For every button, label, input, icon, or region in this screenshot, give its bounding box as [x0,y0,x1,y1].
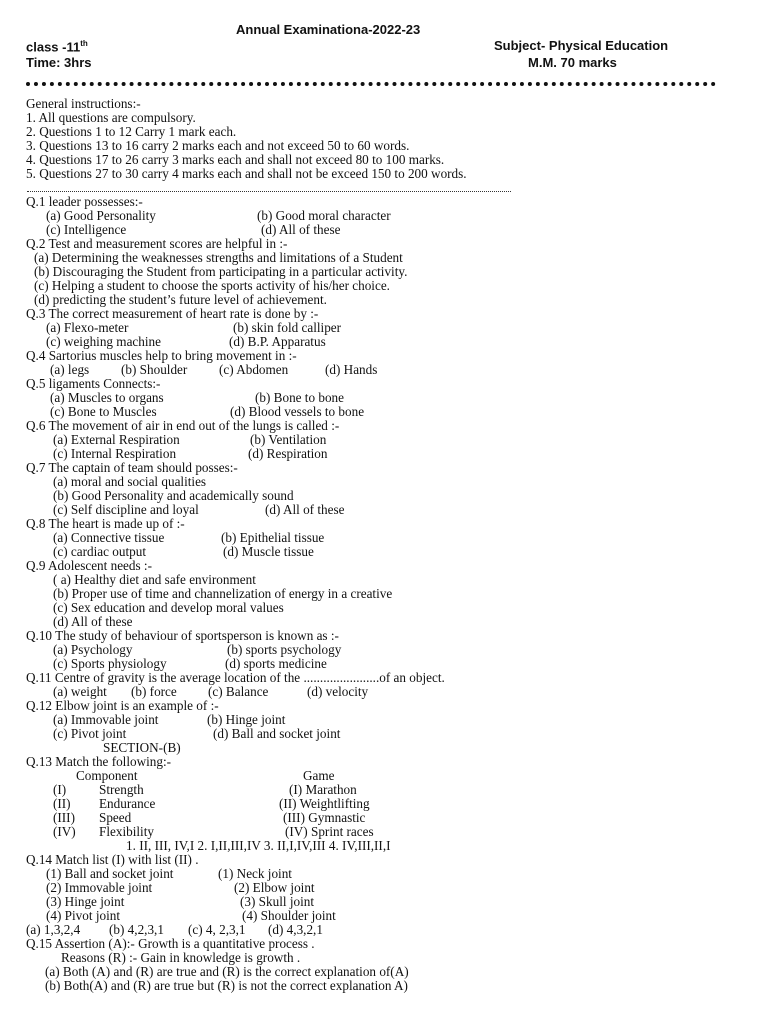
row-numeral: (IV) [53,824,76,839]
option-c: (c) Intelligence [46,222,127,237]
option-c: (c) Sex education and develop moral values [53,600,284,615]
option-a: (a) Both (A) and (R) are true and (R) is the correct explanation of(A) [45,964,409,979]
option-b: (b) Proper use of time and channelization of energy in a creative [53,586,393,601]
list-two-item: (3) Skull joint [240,894,314,909]
option-c: (c) 4, 2,3,1 [188,922,246,937]
component-name: Strength [99,782,144,797]
class-label [26,39,88,54]
question-stem: Q.14 Match list (I) with list (II) . [26,852,199,867]
question-stem: Q.6 The movement of air in end out of the lungs is called :- [26,418,340,433]
question-stem: Q.8 The heart is made up of :- [26,516,185,531]
section-heading: SECTION-(B) [103,740,181,755]
row-numeral: (I) [53,782,67,797]
dotted-divider [26,82,716,86]
option-b: (b) 4,2,3,1 [109,922,164,937]
question-stem: Q.1 leader possesses:- [26,194,143,209]
exam-title: Annual Examinationa-2022-23 [236,22,421,37]
option-a: ( a) Healthy diet and safe environment [53,572,256,587]
thin-dotted-divider [27,191,511,192]
game-name: (III) Gymnastic [283,810,366,825]
class-text: class -11 [26,39,81,55]
option-b: (b) force [131,684,177,699]
option-b: (b) Both(A) and (R) are true but (R) is not the correct explanation A) [45,978,408,993]
option-a: (a) Flexo-meter [46,320,129,335]
option-d: (d) Muscle tissue [223,544,314,559]
question-stem: Q.12 Elbow joint is an example of :- [26,698,219,713]
option-c: (c) Self discipline and loyal [53,502,199,517]
option-c: (c) Helping a student to choose the sports activity of his/her choice. [34,278,390,293]
time-label: Time: 3hrs [26,55,92,70]
component-name: Flexibility [99,824,154,839]
max-marks-label: M.M. 70 marks [528,55,617,70]
option-b: (b) Good moral character [257,208,391,223]
option-b: (b) Hinge joint [207,712,286,727]
question-stem: Q.13 Match the following:- [26,754,172,769]
option-d: (d) velocity [307,684,369,699]
option-b: (b) Epithelial tissue [221,530,325,545]
list-one-item: (4) Pivot joint [46,908,120,923]
option-a: (a) Good Personality [46,208,156,223]
option-c: (c) Sports physiology [53,656,167,671]
option-a: (a) 1,3,2,4 [26,922,81,937]
option-c: (c) Pivot joint [53,726,127,741]
instructions-heading: General instructions:- [26,96,141,111]
option-d: (d) B.P. Apparatus [229,334,326,349]
list-one-item: (1) Ball and socket joint [46,866,174,881]
question-stem: Q.3 The correct measurement of heart rate is done by :- [26,306,319,321]
option-a: (a) weight [53,684,107,699]
question-stem: Q.5 ligaments Connects:- [26,376,161,391]
option-c: (c) Internal Respiration [53,446,177,461]
list-two-item: (1) Neck joint [218,866,292,881]
row-numeral: (III) [53,810,75,825]
game-name: (IV) Sprint races [285,824,374,839]
component-name: Speed [99,810,132,825]
option-d: (d) Respiration [248,446,328,461]
option-d: (d) Ball and socket joint [213,726,341,741]
option-d: (d) All of these [265,502,345,517]
game-name: (II) Weightlifting [279,796,370,811]
option-c: (c) cardiac output [53,544,146,559]
component-name: Endurance [99,796,156,811]
option-c: (c) Balance [208,684,269,699]
instruction-line: 5. Questions 27 to 30 carry 4 marks each and shall not be exceed 150 to 200 words. [26,166,467,181]
option-d: (d) predicting the student’s future level of achievement. [34,292,327,307]
option-d: (d) Blood vessels to bone [230,404,365,419]
option-d: (d) All of these [261,222,341,237]
option-b: (b) Shoulder [121,362,188,377]
question-stem: Q.4 Sartorius muscles help to bring movement in :- [26,348,297,363]
instruction-line: 3. Questions 13 to 16 carry 2 marks each and not exceed 50 to 60 words. [26,138,410,153]
option-a: (a) External Respiration [53,432,180,447]
option-a: (a) Connective tissue [53,530,165,545]
question-stem: Q.10 The study of behaviour of sportsperson is known as :- [26,628,339,643]
option-b: (b) Ventilation [250,432,327,447]
column-header-component: Component [76,768,138,783]
game-name: (I) Marathon [289,782,357,797]
instruction-line: 1. All questions are compulsory. [26,110,196,125]
list-two-item: (4) Shoulder joint [242,908,336,923]
question-stem: Q.2 Test and measurement scores are helpful in :- [26,236,288,251]
option-b: (b) Discouraging the Student from participating in a particular activity. [34,264,408,279]
class-superscript: th [80,39,88,48]
question-stem: Q.9 Adolescent needs :- [26,558,152,573]
option-b: (b) Good Personality and academically sound [53,488,294,503]
question-stem: Q.11 Centre of gravity is the average location of the .......................of an object. [26,670,445,685]
reason-line: Reasons (R) :- Gain in knowledge is growth . [61,950,301,965]
option-a: (a) Immovable joint [53,712,159,727]
option-d: (d) 4,3,2,1 [268,922,323,937]
list-one-item: (2) Immovable joint [46,880,153,895]
match-options: 1. II, III, IV,I 2. I,II,III,IV 3. II,I,IV,III 4. IV,III,II,I [126,838,391,853]
option-b: (b) Bone to bone [255,390,344,405]
instruction-line: 2. Questions 1 to 12 Carry 1 mark each. [26,124,237,139]
row-numeral: (II) [53,796,71,811]
option-c: (c) Bone to Muscles [50,404,157,419]
subject-label: Subject- Physical Education [494,38,669,53]
list-one-item: (3) Hinge joint [46,894,125,909]
option-b: (b) skin fold calliper [233,320,342,335]
question-stem: Q.15 Assertion (A):- Growth is a quantitative process . [26,936,315,951]
instruction-line: 4. Questions 17 to 26 carry 3 marks each and shall not exceed 80 to 100 marks. [26,152,445,167]
option-a: (a) legs [50,362,90,377]
option-a: (a) moral and social qualities [53,474,207,489]
option-c: (c) Abdomen [219,362,289,377]
option-d: (d) Hands [325,362,378,377]
question-stem: Q.7 The captain of team should posses:- [26,460,238,475]
option-d: (d) sports medicine [225,656,327,671]
option-a: (a) Determining the weaknesses strengths and limitations of a Student [34,250,403,265]
option-a: (a) Psychology [53,642,133,657]
column-header-game: Game [303,768,335,783]
option-b: (b) sports psychology [227,642,342,657]
option-c: (c) weighing machine [46,334,161,349]
option-d: (d) All of these [53,614,133,629]
list-two-item: (2) Elbow joint [234,880,315,895]
option-a: (a) Muscles to organs [50,390,164,405]
